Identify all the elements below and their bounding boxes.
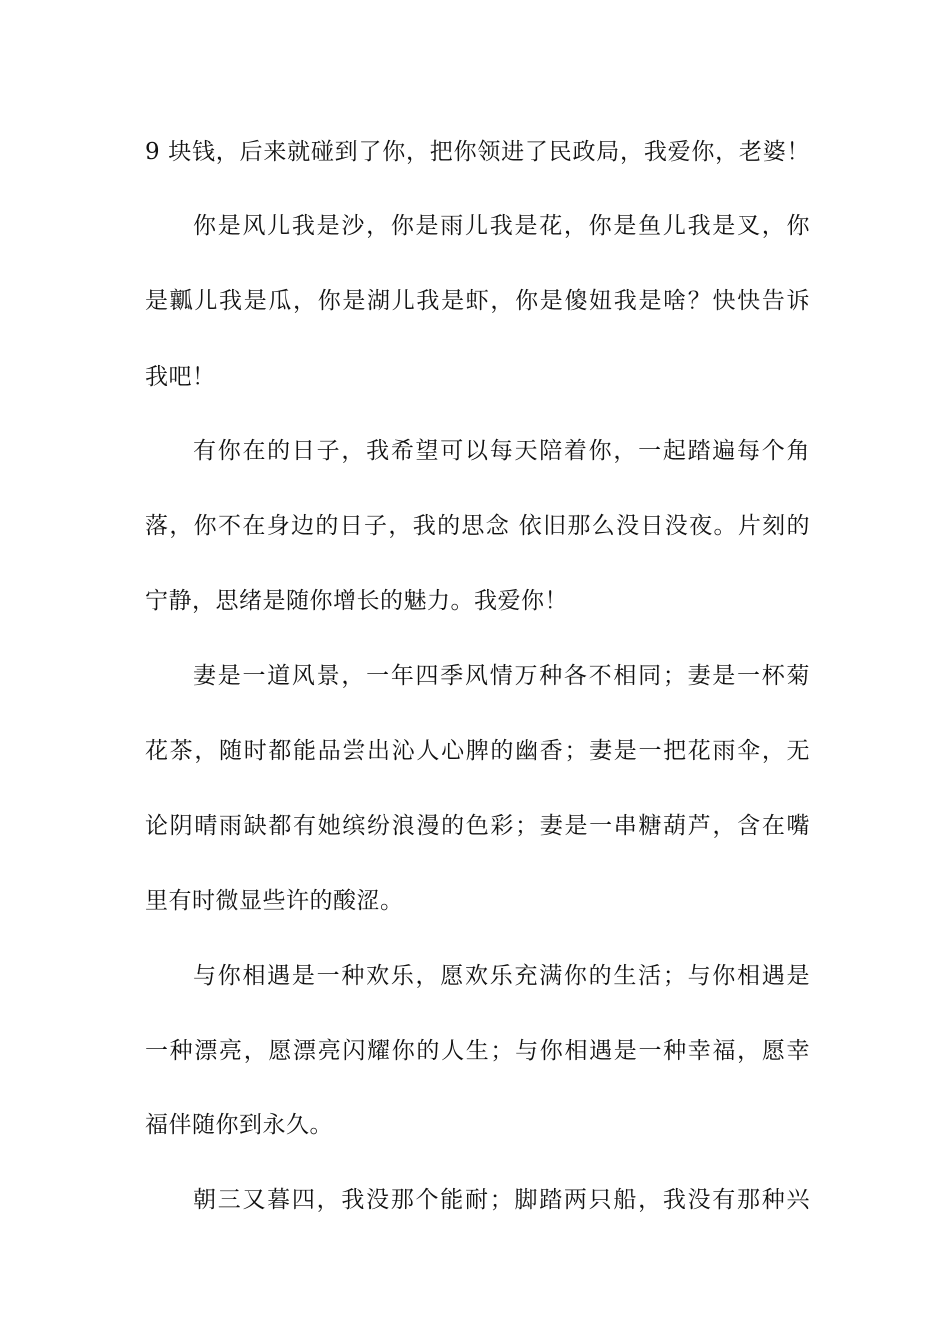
text-line: 花茶，随时都能品尝出沁人心脾的幽香；妻是一把花雨伞，无 [145, 738, 810, 764]
text-line: 一种漂亮，愿漂亮闪耀你的人生；与你相遇是一种幸福，愿幸 [145, 1038, 810, 1064]
paragraph-first-line: 你是风儿我是沙，你是雨儿我是花，你是鱼儿我是叉，你 [193, 213, 810, 239]
paragraph-first-line: 有你在的日子，我希望可以每天陪着你，一起踏遍每个角 [193, 438, 810, 464]
text-line: 9 块钱，后来就碰到了你，把你领进了民政局，我爱你，老婆！ [145, 139, 810, 165]
text-line: 落，你不在身边的日子，我的思念 依旧那么没日没夜。片刻的 [145, 513, 810, 539]
text-line: 宁静，思绪是随你增长的魅力。我爱你！ [145, 588, 568, 614]
text-line: 福伴随你到永久。 [145, 1112, 333, 1138]
paragraph-first-line: 妻是一道风景，一年四季风情万种各不相同；妻是一杯菊 [193, 663, 810, 689]
text-line: 论阴晴雨缺都有她缤纷浪漫的色彩；妻是一串糖葫芦，含在嘴 [145, 813, 810, 839]
paragraph-first-line: 朝三又暮四，我没那个能耐；脚踏两只船，我没有那种兴 [193, 1187, 810, 1213]
paragraph-first-line: 与你相遇是一种欢乐，愿欢乐充满你的生活；与你相遇是 [193, 963, 810, 989]
text-line: 是瓤儿我是瓜，你是湖儿我是虾，你是傻妞我是啥？快快告诉 [145, 288, 810, 314]
text-line: 我吧！ [145, 364, 216, 390]
text-line: 里有时微显些许的酸涩。 [145, 888, 404, 914]
